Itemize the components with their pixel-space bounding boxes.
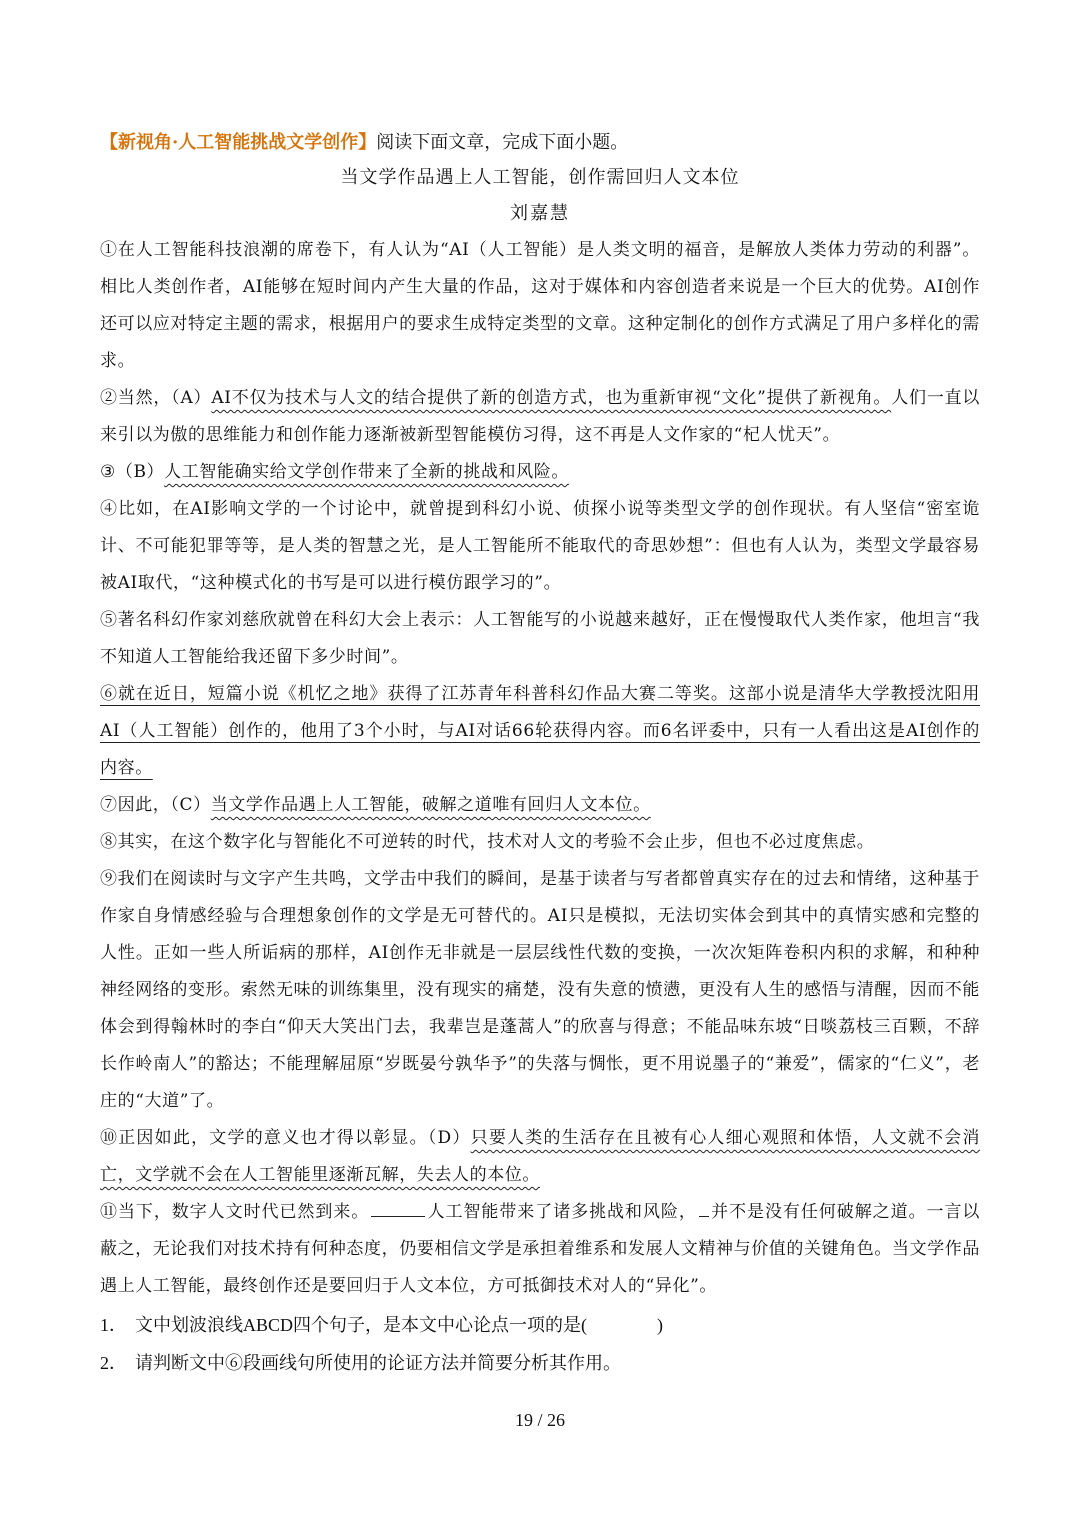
paragraph-8: ⑧其实，在这个数字化与智能化不可逆转的时代，技术对人文的考验不会止步，但也不必过度焦虑。 bbox=[100, 832, 875, 852]
question-2 bbox=[100, 1345, 980, 1381]
fill-blank-1 bbox=[371, 1198, 425, 1217]
wavy-sentence-d: 只要人类的生活存在且被有心人细心观照和体悟，人文就不会消亡，文学就不会在人工智能里逐渐瓦解，失去人的本位。 bbox=[100, 1128, 980, 1185]
section-tag: 【新视角·人工智能挑战文学创作】 bbox=[100, 132, 377, 153]
question-2-number: 2． bbox=[100, 1353, 127, 1373]
paragraph-6 bbox=[100, 676, 980, 787]
p7-prefix: ⑦因此，（C） bbox=[100, 795, 211, 815]
question-1-number: 1． bbox=[100, 1315, 127, 1335]
p11-part-b: 人工智能带来了诸多挑战和风险， bbox=[427, 1202, 697, 1222]
question-1-close: ) bbox=[657, 1315, 664, 1335]
question-1 bbox=[100, 1307, 980, 1343]
p11-part-c: 并不是没有任何破解之道。一言以蔽之，无论我们对技术持有何种态度，仍要相信文学是承担着维系和发展人文精神与价值的关键角色。当文学作品遇上人工智能，最终创作还是要回归于人文本位，方可抵御技术对人的“异化”。 bbox=[100, 1202, 981, 1296]
intro-line bbox=[100, 126, 980, 160]
paragraph-9: ⑨我们在阅读时与文字产生共鸣，文学击中我们的瞬间，是基于读者与写者都曾真实存在的过去和情绪，这种基于作家自身情感经验与合理想象创作的文学是无可替代的。AI只是模拟，无法切实体会到其中的真情实感和完整的人性。正如一些人所诟病的那样，AI创作无非就是一层层线性代数的变换，一次次矩阵卷积内积的求解，和种种神经网络的变形。索然无味的训练集里，没有现实的痛楚，没有失意的愤懑，更没有人生的感悟与清醒，因而不能体会到得翰林时的李白“仰天大笑出门去，我辈岂是蓬蒿人”的欣喜与得意；不能品味东坡“日啖荔枝三百颗，不辞长作岭南人”的豁达；不能理解屈原“岁既晏兮孰华予”的失落与惆怅，更不用说墨子的“兼爱”，儒家的“仁义”，老庄的“大道”了。 bbox=[100, 869, 980, 1111]
article-author: 刘嘉慧 bbox=[510, 203, 570, 224]
p2-rest: 人们一直以来引以为傲的思维能力和创作能力逐渐被新型智能模仿习得，这不再是人文作家的“杞人忧天”。 bbox=[100, 388, 981, 445]
paragraph-7 bbox=[100, 787, 980, 824]
article-title: 当文学作品遇上人工智能，创作需回归人文本位 bbox=[340, 167, 740, 188]
question-2-text: 请判断文中⑥段画线句所使用的论证方法并简要分析其作用。 bbox=[135, 1353, 621, 1373]
instruction-text: 阅读下面文章，完成下面小题。 bbox=[376, 132, 629, 153]
question-1-text: 文中划波浪线ABCD四个句子，是本文中心论点一项的是( bbox=[135, 1315, 588, 1335]
paragraph-11 bbox=[100, 1194, 980, 1305]
fill-blank-2 bbox=[699, 1198, 709, 1217]
paragraph-3 bbox=[100, 454, 980, 491]
underlined-sentence: ⑥就在近日，短篇小说《机忆之地》获得了江苏青年科普科幻作品大赛二等奖。这部小说是清华大学教授沈阳用AI（人工智能）创作的，他用了3个小时，与AI对话66轮获得内容。而6名评委中，只有一人看出这是AI创作的内容。 bbox=[100, 684, 980, 778]
wavy-sentence-c: 当文学作品遇上人工智能，破解之道唯有回归人文本位。 bbox=[210, 795, 651, 815]
paragraph-1: ①在人工智能科技浪潮的席卷下，有人认为“AI（人工智能）是人类文明的福音，是解放人类体力劳动的利器”。相比人类创作者，AI能够在短时间内产生大量的作品，这对于媒体和内容创造者来说是一个巨大的优势。AI创作还可以应对特定主题的需求，根据用户的要求生成特定类型的文章。这种定制化的创作方式满足了用户多样化的需求。 bbox=[100, 240, 980, 371]
p2-prefix: ②当然，（A） bbox=[100, 388, 212, 408]
p11-part-a: ⑪当下，数字人文时代已然到来。 bbox=[100, 1202, 370, 1222]
paragraph-10 bbox=[100, 1120, 980, 1194]
p10-prefix: ⑩正因如此，文学的意义也才得以彰显。（D） bbox=[100, 1128, 471, 1148]
paragraph-2 bbox=[100, 380, 980, 454]
paragraph-4: ④比如，在AI影响文学的一个讨论中，就曾提到科幻小说、侦探小说等类型文学的创作现状。有人坚信“密室诡计、不可能犯罪等等，是人类的智慧之光，是人工智能所不能取代的奇思妙想”：但也有人认为，类型文学最容易被AI取代，“这种模式化的书写是可以进行模仿跟学习的”。 bbox=[100, 499, 980, 593]
wavy-sentence-b: 人工智能确实给文学创作带来了全新的挑战和风险。 bbox=[164, 462, 569, 482]
paragraph-5: ⑤著名科幻作家刘慈欣就曾在科幻大会上表示：人工智能写的小说越来越好，正在慢慢取代人类作家，他坦言“我不知道人工智能给我还留下多少时间”。 bbox=[100, 610, 980, 667]
wavy-sentence-a: AI不仅为技术与人文的结合提供了新的创造方式，也为重新审视“文化”提供了新视角。 bbox=[211, 388, 892, 408]
page-number: 19 / 26 bbox=[514, 1410, 565, 1430]
content-area bbox=[100, 126, 980, 1381]
p3-prefix: ③（B） bbox=[100, 462, 165, 482]
